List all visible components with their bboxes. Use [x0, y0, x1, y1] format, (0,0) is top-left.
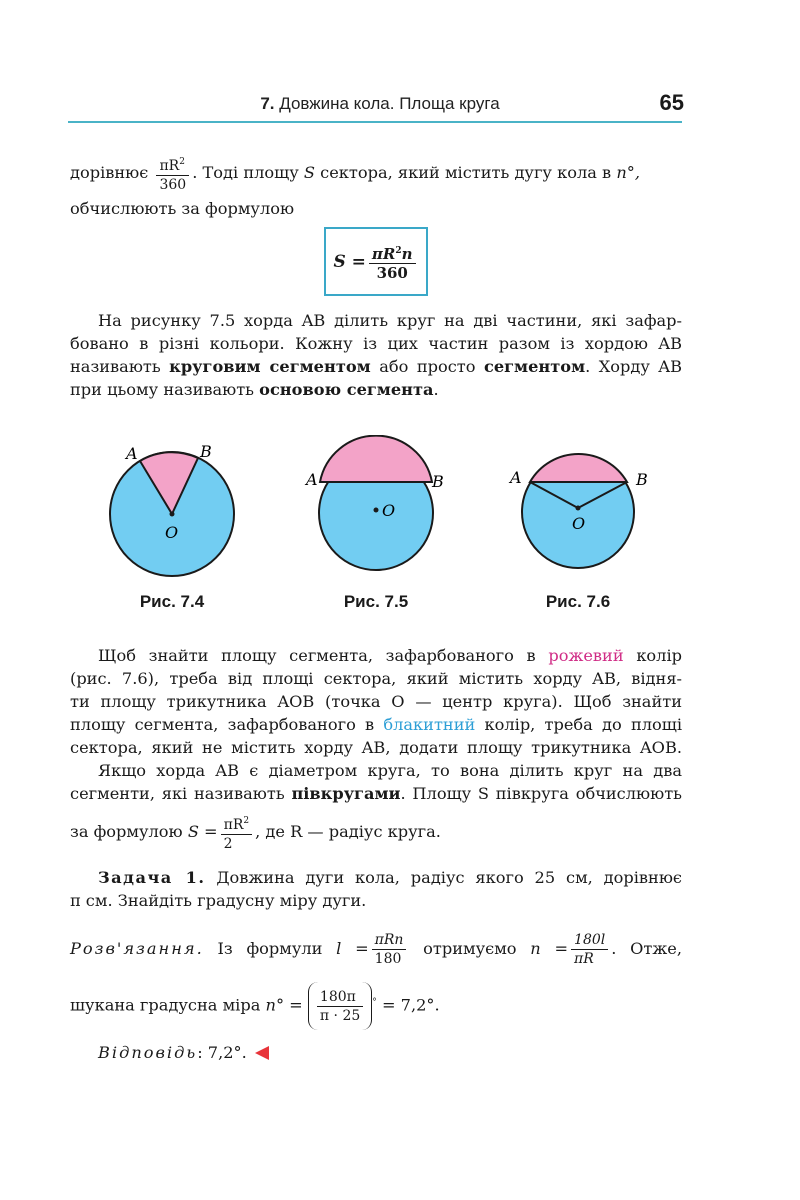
para1-line-3: називають круговим сегментом або просто сегментом. Хорду AB [70, 357, 682, 376]
intro-line-2: обчислюють за формулою [70, 199, 295, 218]
label-a-7-5: A [306, 470, 318, 489]
para2-line-4: площу сегмента, зафарбованого в блакитний колір, треба до площі [70, 715, 682, 734]
label-b-7-4: B [200, 442, 212, 461]
caption-7-6: Рис. 7.6 [545, 592, 611, 611]
para2-line-5: сектора, який не містить хорду AB, додати площу трикутника AOB. [70, 738, 682, 757]
task-line-1: Задача 1. Довжина дуги кола, радіус якого 25 см, дорівнює [98, 868, 682, 887]
figure-7-5 [304, 436, 444, 570]
fraction-pir2-360: $\frac{\pi R^2}{360}$ [156, 153, 189, 194]
chapter-title: Довжина кола. Площа круга [279, 94, 500, 113]
header-chapter [0, 94, 760, 114]
task-line-2: π см. Знайдіть градусну міру дуги. [70, 891, 367, 910]
label-a-7-6: A [510, 468, 522, 487]
para2-line-1: Щоб знайти площу сегмента, зафарбованого в рожевий колір [98, 646, 682, 665]
label-b-7-5: B [432, 472, 444, 491]
page-number: 65 [659, 90, 684, 115]
task-label: Задача 1. [98, 868, 206, 887]
center-dot-7-6 [576, 506, 581, 511]
solution-line-1: Розв'язання. Із формули l = $\frac{\text{πRn}}{180}$ отримуємо n = $\frac{180l}{\pi R}$ . Отже, [70, 932, 682, 967]
para1-line-2: бовано в різні кольори. Кожну із цих частин разом із хордою AB [70, 334, 682, 353]
answer-label: Відповідь [98, 1043, 198, 1062]
para3-line-2: сегменти, які називають півкругами. Площу S півкруга обчислюють [70, 784, 682, 803]
caption-7-5: Рис. 7.5 [343, 592, 409, 611]
label-o-7-4: O [165, 523, 179, 542]
figure-7-4 [110, 442, 234, 576]
label-o-7-6: O [572, 514, 586, 533]
end-marker-icon [255, 1046, 269, 1060]
para2-line-2: (рис. 7.6), треба від площі сектора, який містить хорду AB, відня- [70, 669, 682, 688]
caption-7-4: Рис. 7.4 [139, 592, 205, 611]
center-dot-7-5 [374, 508, 379, 513]
sector-area-formula: S = $\frac{\pi R^2n}{360}$ [324, 227, 428, 296]
intro-line-1: дорівнює $\frac{\pi R^2}{360}$ . Тоді площу S сектора, який містить дугу кола в n°, [70, 153, 682, 194]
header-rule [68, 121, 682, 123]
word-pink: рожевий [548, 646, 624, 665]
segment-7-5 [320, 436, 432, 482]
label-o-7-5: O [382, 501, 396, 520]
chapter-number: 7. [260, 94, 275, 113]
para1-line-1: На рисунку 7.5 хорда AB ділить круг на дві частини, які зафар- [98, 311, 682, 330]
para3-line-3: за формулою S = $\frac{\pi R^2}{2}$ , де R — радіус круга. [70, 812, 682, 853]
label-b-7-6: B [636, 470, 648, 489]
figures-row [100, 435, 700, 585]
solution-line-2: шукана градусна міра n° = $\frac{180\pi}{\pi \cdot 25}$ ° = 7,2°. [70, 982, 682, 1030]
center-dot-7-4 [170, 512, 175, 517]
answer-line: Відповідь: 7,2°. [70, 1040, 682, 1066]
label-a-7-4: A [126, 444, 138, 463]
para1-line-4: при цьому називають основою сегмента. [70, 380, 439, 399]
solution-label: Розв'язання. [70, 939, 204, 958]
para2-line-3: ти площу трикутника AOB (точка O — центр круга). Щоб знайти [70, 692, 682, 711]
segment-7-6 [530, 454, 627, 482]
word-blue: блакитний [383, 715, 476, 734]
para3-line-1: Якщо хорда AB є діаметром круга, то вона ділить круг на два [98, 761, 682, 780]
figure-7-6 [508, 454, 648, 568]
